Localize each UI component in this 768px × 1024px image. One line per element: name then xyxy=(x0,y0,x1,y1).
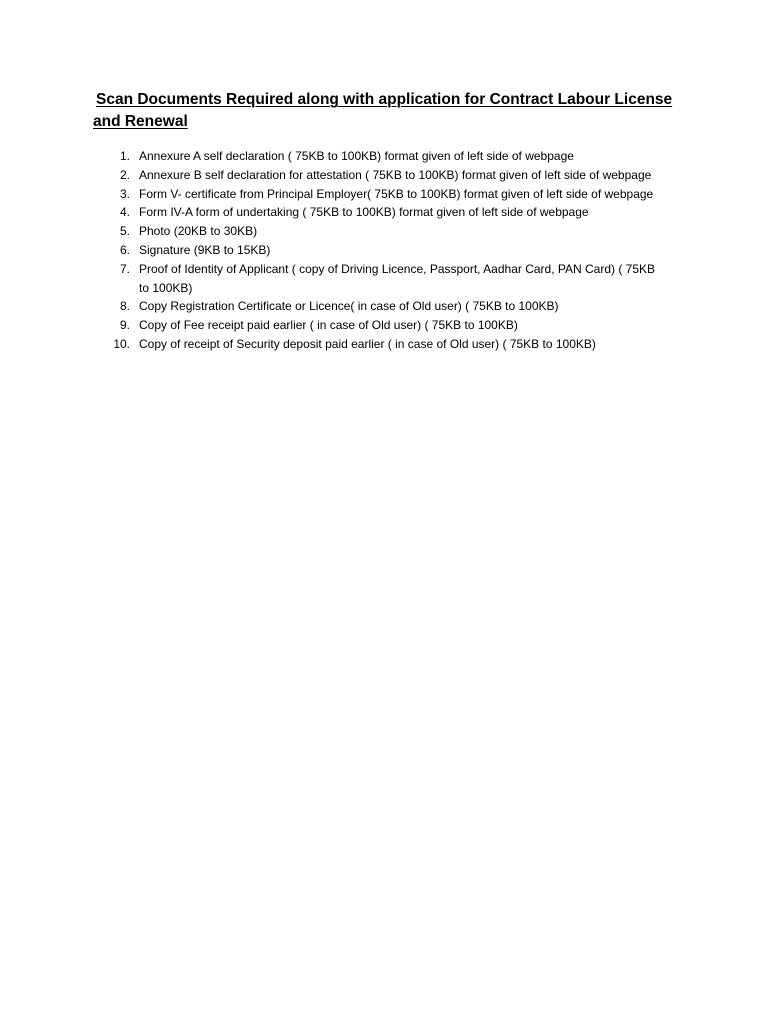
list-item xyxy=(108,335,668,354)
list-item-text: Proof of Identity of Applicant ( copy of Driving Licence, Passport, Aadhar Card, PAN Card) ( 75KB to 100KB) xyxy=(139,261,656,295)
list-item-text: Form IV-A form of undertaking ( 75KB to 100KB) format given of left side of webpage xyxy=(139,205,589,220)
list-item-number: 9. xyxy=(119,318,130,333)
list-item-number: 4. xyxy=(119,205,130,220)
list-item-text: Photo (20KB to 30KB) xyxy=(139,224,258,239)
list-item xyxy=(108,297,668,316)
list-item xyxy=(108,166,668,185)
page-title-line-2: and Renewal xyxy=(93,113,188,130)
list-item-number: 1. xyxy=(119,149,130,163)
list-item-number: 2. xyxy=(119,167,130,182)
list-item-number: 10. xyxy=(113,336,130,351)
list-item xyxy=(108,222,668,241)
list-item-number: 5. xyxy=(119,224,130,239)
list-item-number: 3. xyxy=(119,186,130,201)
page-title xyxy=(93,89,693,133)
list-item xyxy=(108,185,668,204)
list-item-text: Copy of receipt of Security deposit paid earlier ( in case of Old user) ( 75KB to 100KB) xyxy=(139,336,596,351)
list-item-number: 8. xyxy=(119,299,130,314)
page-title-line-1: Scan Documents Required along with application for Contract Labour License xyxy=(96,91,673,108)
list-item xyxy=(108,241,668,260)
list-item xyxy=(108,203,668,222)
required-documents-list xyxy=(108,147,668,354)
list-item-text: Copy of Fee receipt paid earlier ( in case of Old user) ( 75KB to 100KB) xyxy=(139,318,518,333)
list-item-text: Signature (9KB to 15KB) xyxy=(139,242,271,257)
list-item-text: Annexure A self declaration ( 75KB to 100KB) format given of left side of webpage xyxy=(139,149,574,163)
list-item-text: Copy Registration Certificate or Licence( in case of Old user) ( 75KB to 100KB) xyxy=(139,299,559,314)
list-item-number: 6. xyxy=(119,242,130,257)
list-item xyxy=(108,260,668,298)
list-item-number: 7. xyxy=(119,261,130,276)
list-item-text: Form V- certificate from Principal Employer( 75KB to 100KB) format given of left side of webpage xyxy=(139,186,654,201)
list-item xyxy=(108,147,668,166)
list-item-text: Annexure B self declaration for attestation ( 75KB to 100KB) format given of left side of webpage xyxy=(139,167,652,182)
list-item xyxy=(108,316,668,335)
